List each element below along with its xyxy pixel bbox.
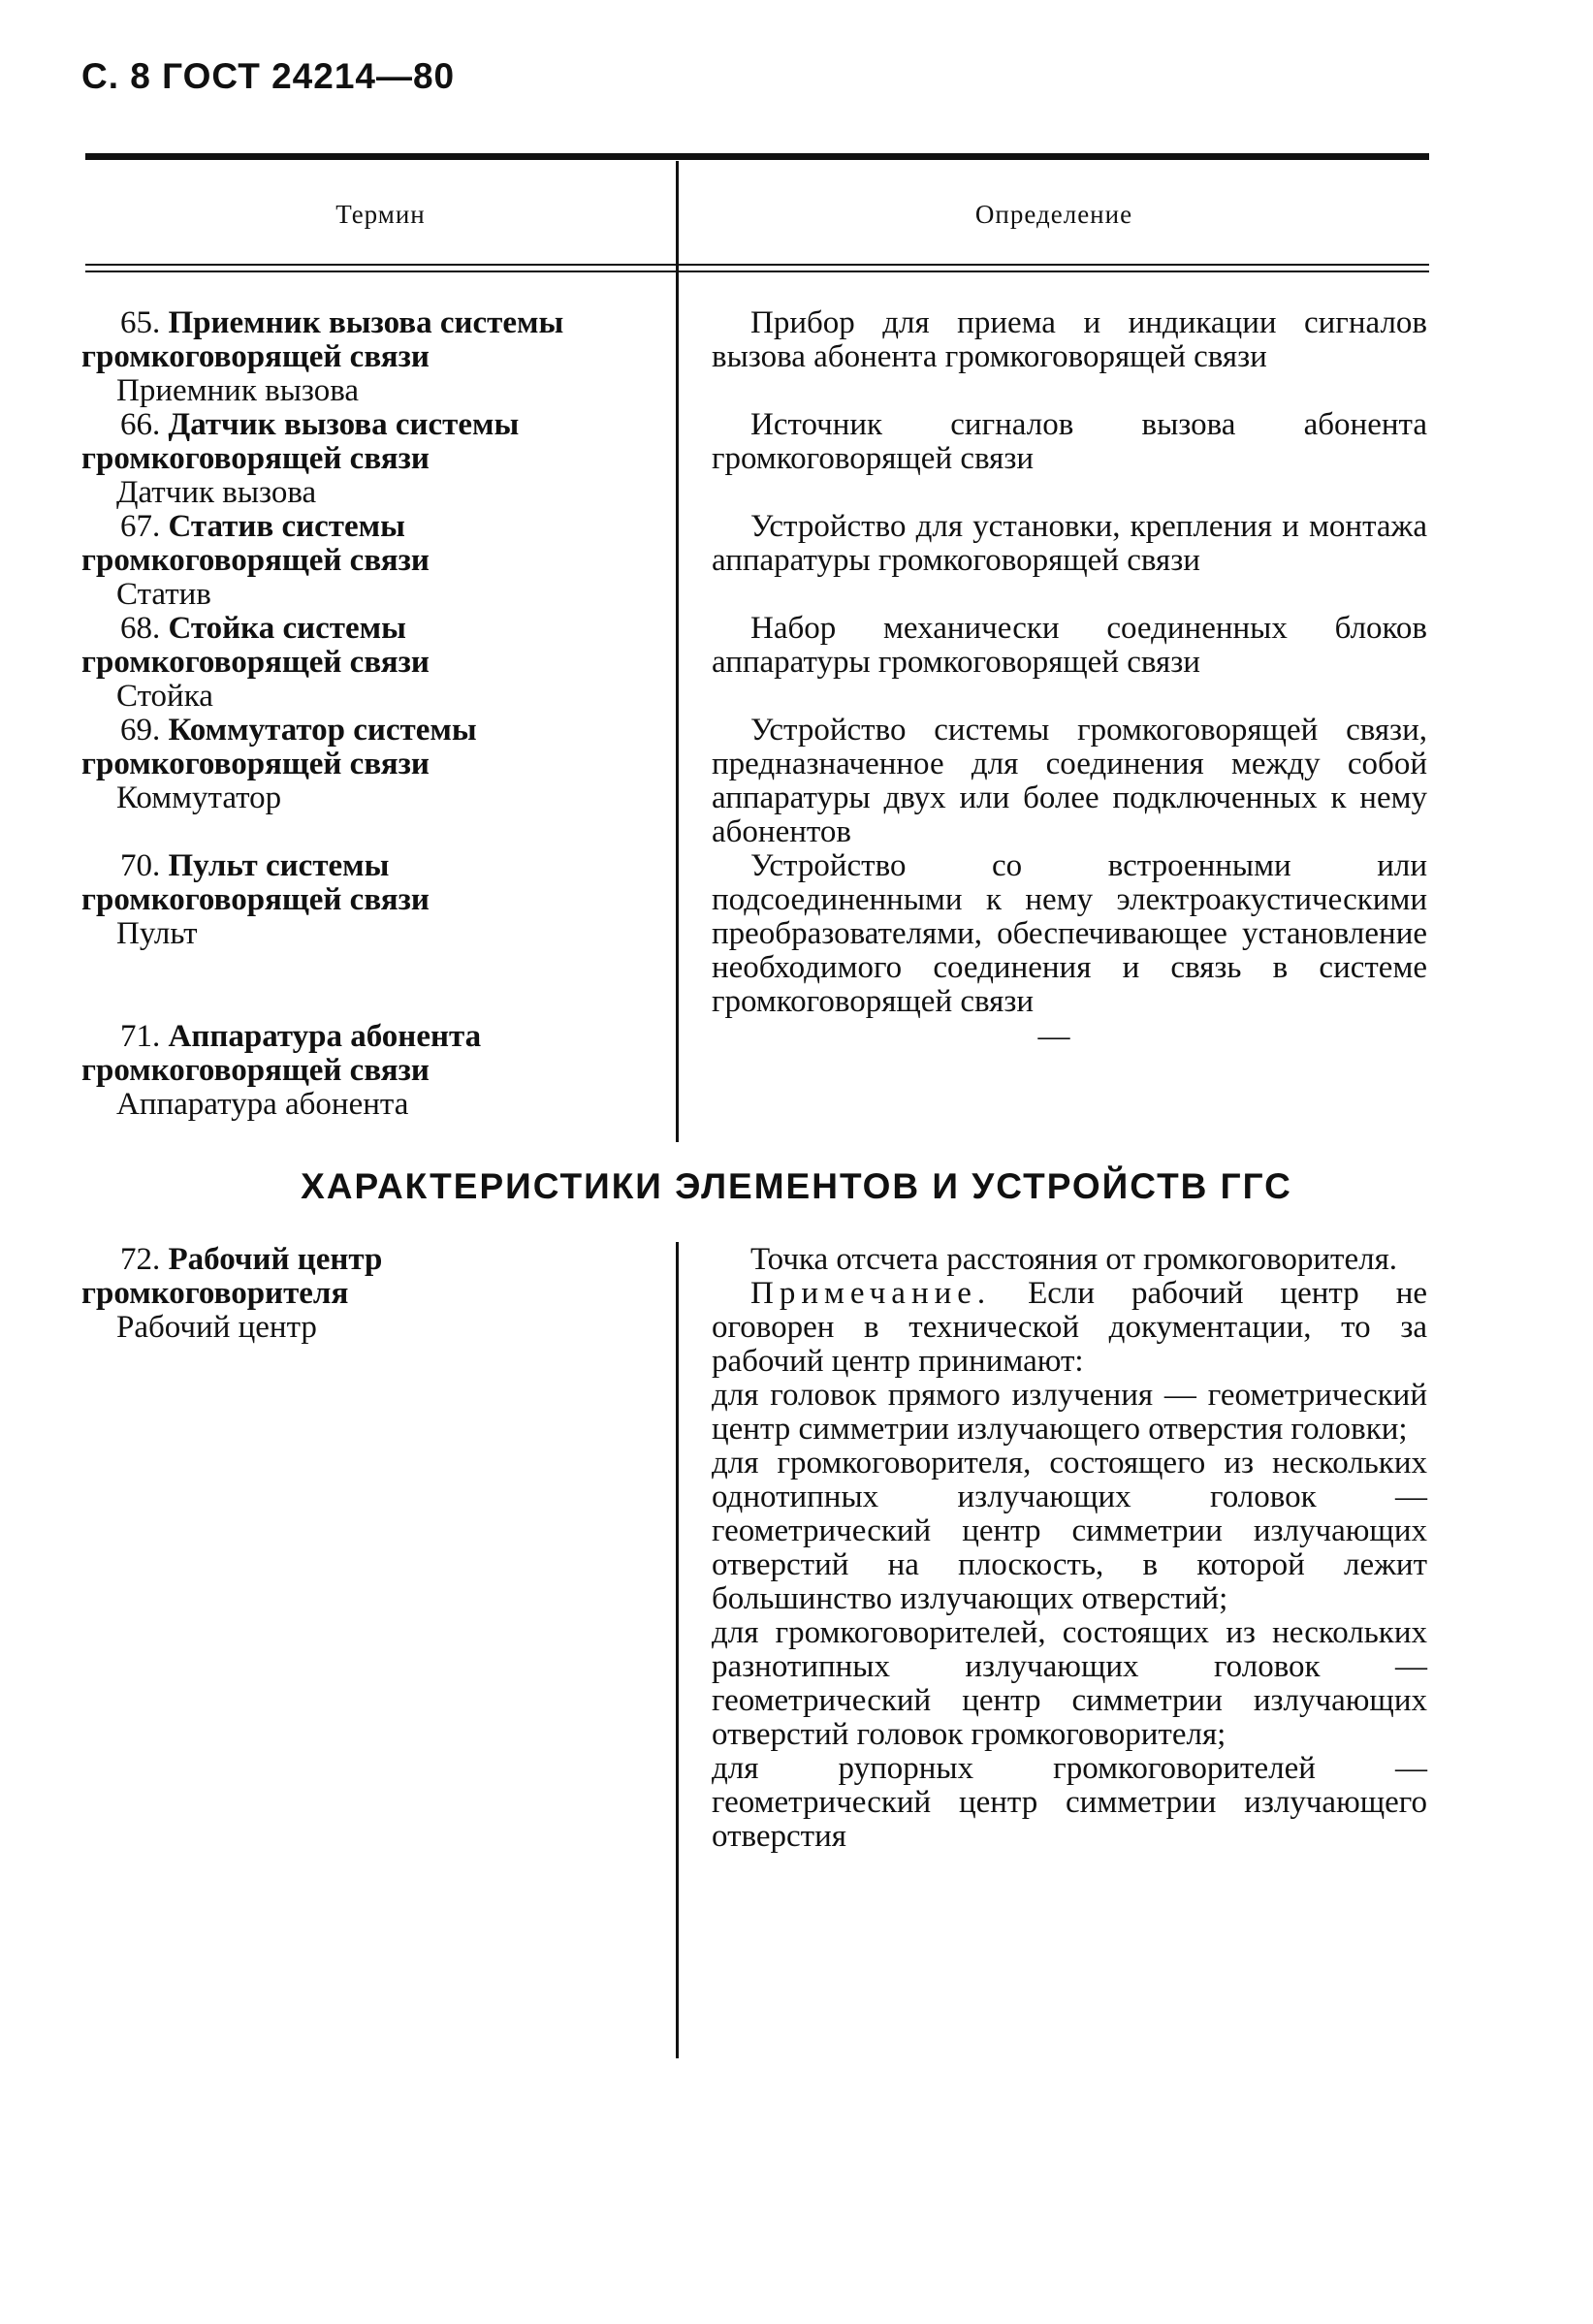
- term-71: [81, 1020, 652, 1122]
- column-header-term: Термин: [335, 200, 426, 229]
- term-short: Рабочий центр: [116, 1310, 317, 1345]
- definition-text: Прибор для приема и индикации сигналов вызова абонента громкоговорящей связи: [712, 305, 1427, 374]
- definition-72: [712, 1243, 1427, 1854]
- table-top-rule: [85, 153, 1429, 160]
- term-65: [81, 306, 652, 408]
- definition-text: Источник сигналов вызова абонента громкоговорящей связи: [712, 407, 1427, 476]
- term-short: Пульт: [116, 916, 198, 951]
- definition-71: [679, 1020, 1429, 1054]
- definition-text: Устройство со встроенными или подсоединенными к нему электроакустическими преобразователями, обеспечивающее установление необходимого соединения и связь в системе громкоговорящей связи: [712, 848, 1427, 1019]
- term-short: Коммутатор: [116, 780, 282, 815]
- term-name: Приемник вызова системы громкоговорящей связи: [81, 305, 564, 374]
- column-header-definition: Определение: [974, 200, 1133, 229]
- term-number: 70.: [120, 848, 161, 883]
- note-text: Если рабочий центр не оговорен в технической документации, то за рабочий центр принимают:: [712, 1276, 1428, 1379]
- term-67: [81, 510, 652, 612]
- term-66: [81, 408, 652, 510]
- term-short: Статив: [116, 577, 211, 612]
- definition-68: [712, 612, 1427, 680]
- term-name: Стойка системы громкоговорящей связи: [81, 611, 430, 680]
- term-number: 66.: [120, 407, 161, 442]
- page-header: С. 8 ГОСТ 24214—80: [81, 56, 456, 96]
- note-item: для громкоговорителя, состоящего из нескольких однотипных излучающих головок — геометрический центр симметрии излучающих отверстий на плоскость, в которой лежит большинство излучающих отверстий;: [712, 1446, 1427, 1616]
- term-number: 67.: [120, 509, 161, 544]
- definition-text: Набор механически соединенных блоков аппаратуры громкоговорящей связи: [712, 611, 1427, 680]
- definition-69: [712, 714, 1427, 849]
- definition-text: Устройство системы громкоговорящей связи, предназначенное для соединения между собой аппаратуры двух или более подключенных к нему абонентов: [712, 713, 1427, 849]
- note-item: для рупорных громкоговорителей — геометрический центр симметрии излучающего отверстия: [712, 1751, 1427, 1854]
- term-name: Статив системы громкоговорящей связи: [81, 509, 430, 578]
- header-rule-2: [85, 271, 1429, 272]
- note-paragraph: [712, 1277, 1427, 1379]
- term-number: 71.: [120, 1019, 161, 1054]
- definition-text: Устройство для установки, крепления и монтажа аппаратуры громкоговорящей связи: [712, 509, 1427, 578]
- definition-67: [712, 510, 1427, 578]
- term-name: Рабочий центр громкоговорителя: [81, 1242, 383, 1311]
- term-short: Аппаратура абонента: [116, 1087, 409, 1122]
- term-68: [81, 612, 652, 714]
- term-number: 69.: [120, 713, 161, 748]
- term-number: 68.: [120, 611, 161, 646]
- term-short: Приемник вызова: [116, 373, 360, 408]
- term-70: [81, 849, 652, 951]
- definition-dash: —: [1037, 1019, 1070, 1054]
- term-69: [81, 714, 652, 815]
- definition-70: [712, 849, 1427, 1019]
- term-number: 72.: [120, 1242, 161, 1277]
- term-name: Датчик вызова системы громкоговорящей связи: [81, 407, 520, 476]
- term-name: Пульт системы громкоговорящей связи: [81, 848, 430, 917]
- term-number: 65.: [120, 305, 161, 340]
- term-72: [81, 1243, 652, 1345]
- definition-65: [712, 306, 1427, 374]
- note-label: Примечание.: [750, 1276, 992, 1311]
- note-item: для головок прямого излучения — геометрический центр симметрии излучающего отверстия головки;: [712, 1378, 1427, 1447]
- term-name: Коммутатор системы громкоговорящей связи: [81, 713, 477, 781]
- term-short: Датчик вызова: [116, 475, 317, 510]
- definition-text: Точка отсчета расстояния от громкоговорителя.: [750, 1242, 1397, 1277]
- table-column-divider-2: [676, 1242, 679, 2058]
- header-rule-1: [85, 264, 1429, 266]
- term-name: Аппаратура абонента громкоговорящей связи: [81, 1019, 482, 1088]
- term-short: Стойка: [116, 679, 213, 714]
- section-title: ХАРАКТЕРИСТИКИ ЭЛЕМЕНТОВ И УСТРОЙСТВ ГГС: [301, 1166, 1292, 1206]
- definition-66: [712, 408, 1427, 476]
- note-item: для громкоговорителей, состоящих из нескольких разнотипных излучающих головок — геометрический центр симметрии излучающих отверстий головок громкоговорителя;: [712, 1615, 1427, 1752]
- table-column-divider: [676, 161, 679, 1142]
